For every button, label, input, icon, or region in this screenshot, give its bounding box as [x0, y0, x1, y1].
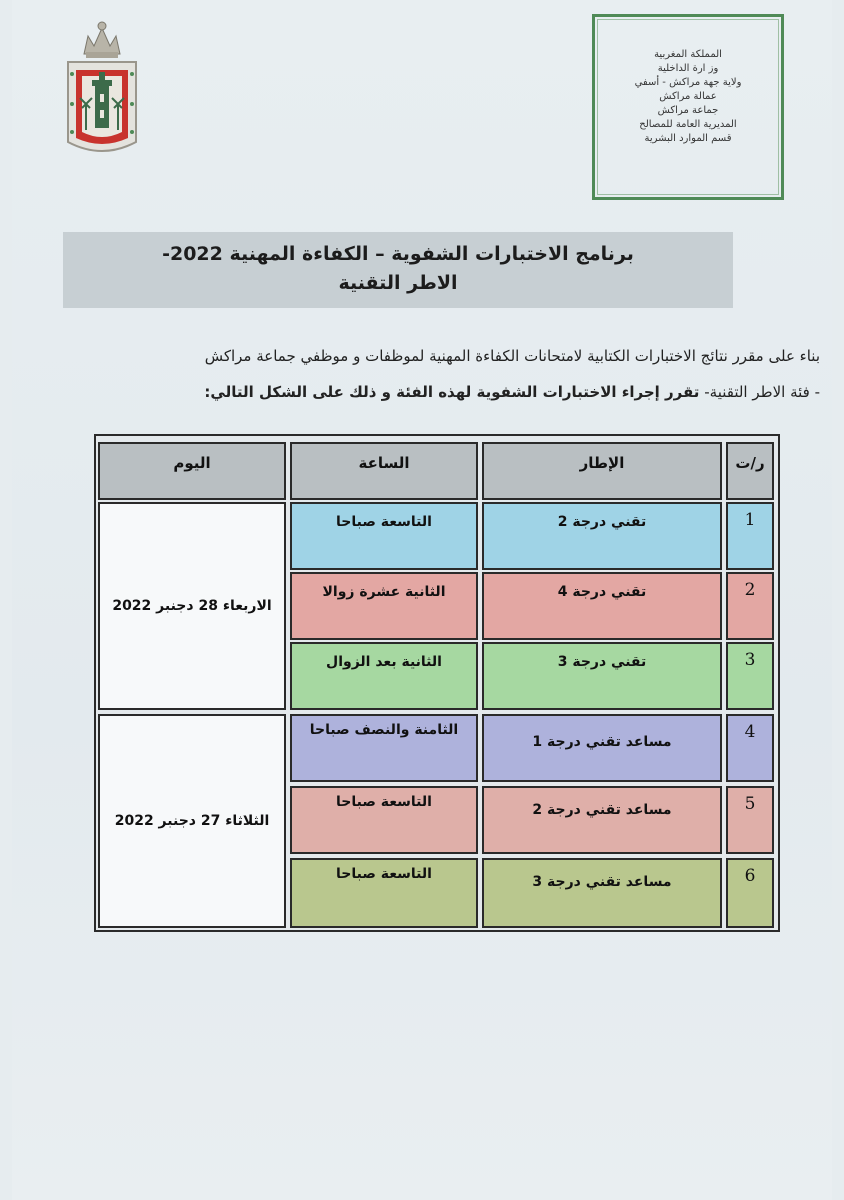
day-label: الثلاثاء 27 دجنبر 2022	[114, 813, 270, 829]
administration-header-inner	[597, 19, 779, 195]
admin-line: قسم الموارد البشرية	[644, 133, 732, 144]
header-day: اليوم	[98, 442, 286, 500]
row-frame: مساعد تقني درجة 3	[482, 858, 722, 928]
admin-line: عمالة مراكش	[659, 91, 717, 102]
row-hour: التاسعة صباحا	[290, 786, 478, 854]
row-num: 4	[726, 714, 774, 782]
row-frame: تقني درجة 3	[482, 642, 722, 710]
day-label: الاربعاء 28 دجنبر 2022	[112, 598, 272, 614]
admin-line: وز ارة الداخلية	[657, 63, 719, 74]
header-hour: الساعة	[290, 442, 478, 500]
intro-paragraph	[52, 338, 820, 406]
admin-line: جماعة مراكش	[657, 105, 719, 116]
intro-category: - فئة الاطر التقنية-	[704, 383, 820, 401]
row-num: 2	[726, 572, 774, 640]
row-frame: تقني درجة 2	[482, 502, 722, 570]
row-num: 3	[726, 642, 774, 710]
administration-header-box	[592, 14, 784, 200]
marrakech-emblem-icon	[62, 14, 142, 162]
document-subtitle: الاطر التقنية	[338, 272, 458, 294]
row-frame: تقني درجة 4	[482, 572, 722, 640]
document-title: برنامج الاختبارات الشفوية – الكفاءة المهنية 2022-	[162, 243, 634, 265]
row-frame: مساعد تقني درجة 2	[482, 786, 722, 854]
admin-line: المديرية العامة للمصالح	[639, 119, 737, 130]
row-hour: التاسعة صباحا	[290, 858, 478, 928]
header-num: ر/ت	[726, 442, 774, 500]
row-frame: مساعد تقني درجة 1	[482, 714, 722, 782]
row-num: 1	[726, 502, 774, 570]
day-cell	[98, 502, 286, 710]
row-hour: التاسعة صباحا	[290, 502, 478, 570]
header-frame: الإطار	[482, 442, 722, 500]
row-hour: الثامنة والنصف صباحا	[290, 714, 478, 782]
title-banner	[63, 232, 733, 308]
intro-decision: تقرر إجراء الاختبارات الشفوية لهذه الفئة و ذلك على الشكل التالي:	[204, 383, 700, 401]
intro-line	[52, 378, 820, 406]
admin-line: المملكة المغربية	[654, 49, 722, 60]
row-hour: الثانية عشرة زوالا	[290, 572, 478, 640]
row-hour: الثانية بعد الزوال	[290, 642, 478, 710]
row-num: 5	[726, 786, 774, 854]
admin-line: ولاية جهة مراكش - أسفي	[634, 77, 742, 88]
schedule-table	[94, 434, 780, 932]
row-num: 6	[726, 858, 774, 928]
document-page	[12, 0, 832, 1200]
intro-line: بناء على مقرر نتائج الاختبارات الكتابية لامتحانات الكفاءة المهنية لموظفات و موظفي جماعة مراكش	[204, 347, 820, 365]
day-cell	[98, 714, 286, 928]
